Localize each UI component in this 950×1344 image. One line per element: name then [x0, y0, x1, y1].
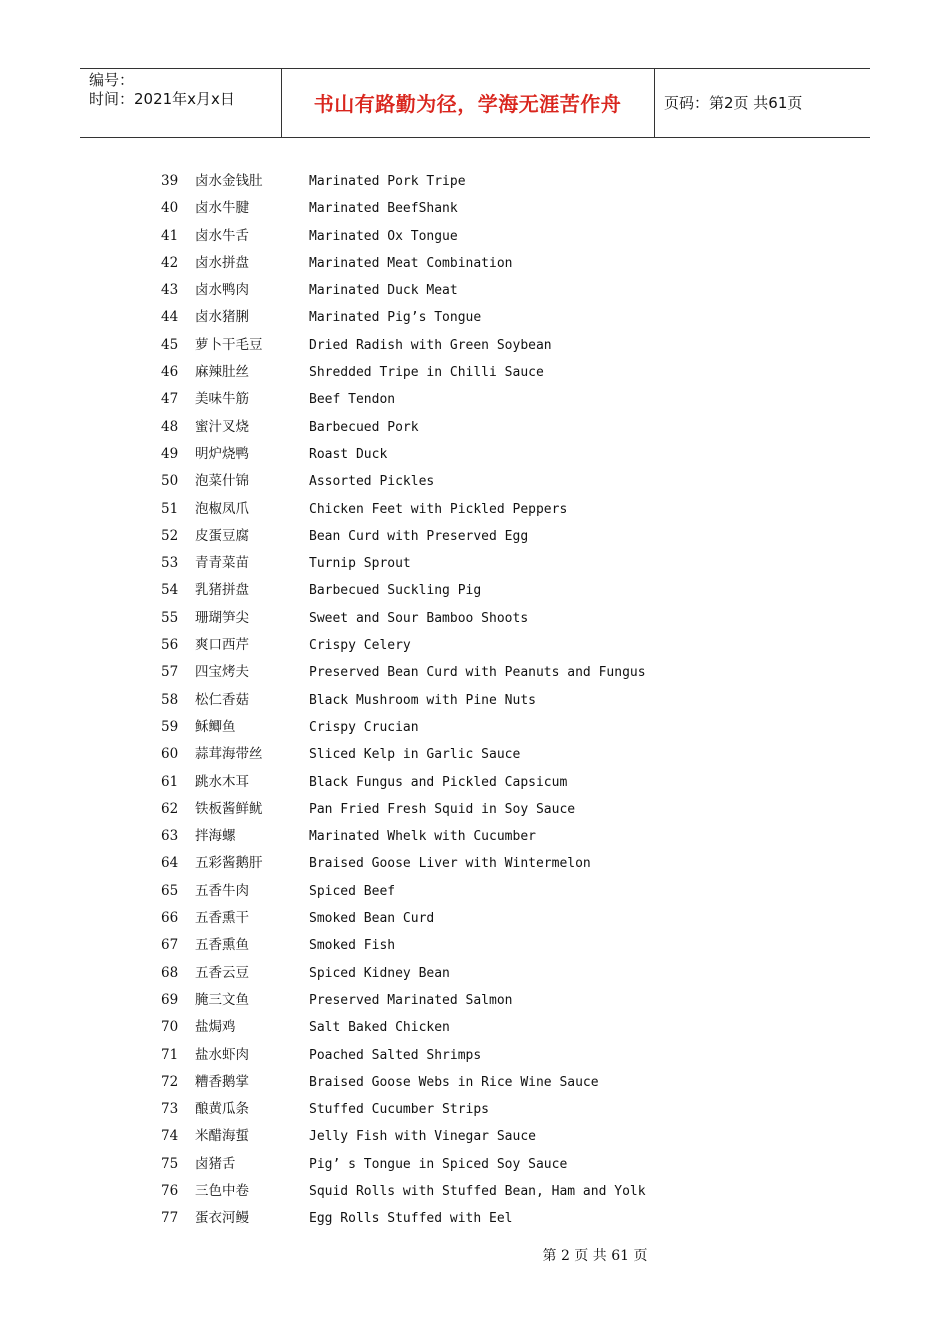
item-number: 52 — [161, 527, 179, 544]
list-item — [0, 250, 950, 277]
item-chinese-name: 蛋衣河鳗 — [195, 1210, 249, 1227]
item-number: 45 — [161, 336, 179, 353]
item-chinese-name: 五香牛肉 — [195, 882, 249, 899]
item-number: 56 — [161, 637, 179, 654]
item-number: 76 — [161, 1182, 179, 1199]
item-number: 62 — [161, 800, 179, 817]
list-item — [0, 1178, 950, 1205]
list-item — [0, 195, 950, 222]
list-item — [0, 932, 950, 959]
item-chinese-name: 蜜汁叉烧 — [195, 418, 249, 435]
item-english-name: Dried Radish with Green Soybean — [309, 337, 552, 353]
item-english-name: Smoked Fish — [309, 938, 396, 954]
list-item — [0, 850, 950, 877]
item-number: 46 — [161, 364, 179, 381]
item-number: 63 — [161, 828, 179, 845]
header-middle-cell — [281, 69, 655, 137]
item-chinese-name: 萝卜干毛豆 — [195, 336, 263, 353]
item-chinese-name: 泡椒凤爪 — [195, 500, 249, 517]
item-chinese-name: 卤水拼盘 — [195, 254, 249, 271]
list-item — [0, 796, 950, 823]
item-english-name: Preserved Marinated Salmon — [309, 992, 513, 1008]
list-item — [0, 741, 950, 768]
item-english-name: Turnip Sprout — [309, 556, 411, 572]
list-item — [0, 223, 950, 250]
item-number: 74 — [161, 1128, 179, 1145]
item-chinese-name: 五香熏鱼 — [195, 937, 249, 954]
page-footer: 第 2 页 共 61 页 — [542, 1248, 648, 1264]
item-number: 53 — [161, 555, 179, 572]
list-item — [0, 523, 950, 550]
item-chinese-name: 五香熏干 — [195, 910, 249, 927]
item-chinese-name: 皮蛋豆腐 — [195, 527, 249, 544]
item-chinese-name: 五彩酱鹅肝 — [195, 855, 263, 872]
item-chinese-name: 酿黄瓜条 — [195, 1101, 249, 1118]
page-header — [80, 68, 870, 138]
item-chinese-name: 四宝烤夫 — [195, 664, 249, 681]
item-number: 50 — [161, 473, 179, 490]
item-number: 44 — [161, 309, 179, 326]
list-item — [0, 905, 950, 932]
item-chinese-name: 三色中卷 — [195, 1182, 249, 1199]
item-english-name: Marinated Pork Tripe — [309, 174, 466, 189]
item-number: 58 — [161, 691, 179, 708]
item-number: 39 — [161, 173, 179, 189]
item-chinese-name: 松仁香菇 — [195, 691, 249, 708]
item-number: 51 — [161, 500, 179, 517]
item-chinese-name: 泡菜什锦 — [195, 473, 249, 490]
list-item — [0, 878, 950, 905]
item-english-name: Preserved Bean Curd with Peanuts and Fungus — [309, 665, 646, 681]
list-item — [0, 960, 950, 987]
list-item — [0, 1151, 950, 1178]
menu-list — [0, 168, 950, 1233]
item-english-name: Black Mushroom with Pine Nuts — [309, 692, 536, 708]
item-english-name: Bean Curd with Preserved Egg — [309, 528, 529, 544]
header-right-cell — [654, 69, 870, 137]
list-item — [0, 632, 950, 659]
item-number: 69 — [161, 991, 179, 1008]
item-english-name: Braised Goose Webs in Rice Wine Sauce — [309, 1074, 599, 1090]
item-number: 41 — [161, 227, 179, 244]
item-number: 68 — [161, 964, 179, 981]
list-item — [0, 605, 950, 632]
list-item — [0, 496, 950, 523]
item-english-name: Beef Tendon — [309, 392, 396, 408]
item-chinese-name: 卤水猪脷 — [195, 309, 249, 326]
list-item — [0, 550, 950, 577]
header-motto: 书山有路勤为径，学海无涯苦作舟 — [313, 92, 622, 116]
item-number: 75 — [161, 1155, 179, 1172]
item-number: 54 — [161, 582, 179, 599]
item-number: 65 — [161, 882, 179, 899]
list-item — [0, 332, 950, 359]
item-english-name: Pan Fried Fresh Squid in Soy Sauce — [309, 801, 576, 817]
item-chinese-name: 糟香鹅掌 — [195, 1073, 249, 1090]
item-number: 49 — [161, 445, 179, 462]
list-item — [0, 1123, 950, 1150]
item-chinese-name: 米醋海蜇 — [195, 1128, 249, 1145]
item-number: 64 — [161, 855, 179, 872]
item-chinese-name: 明炉烧鸭 — [195, 445, 249, 462]
item-english-name: Smoked Bean Curd — [309, 911, 435, 927]
list-item — [0, 1014, 950, 1041]
document-time-label: 时间：2021年x月x日 — [89, 90, 235, 108]
list-item — [0, 277, 950, 304]
item-chinese-name: 青青菜苗 — [195, 555, 249, 572]
item-chinese-name: 拌海螺 — [195, 828, 236, 845]
header-left-cell — [80, 69, 282, 137]
item-number: 60 — [161, 746, 179, 763]
item-english-name: Poached Salted Shrimps — [309, 1047, 482, 1063]
list-item — [0, 304, 950, 331]
item-english-name: Spiced Kidney Bean — [309, 965, 450, 981]
item-english-name: Crispy Celery — [309, 638, 411, 654]
list-item — [0, 468, 950, 495]
item-chinese-name: 卤水金钱肚 — [195, 173, 263, 189]
item-chinese-name: 卤水鸭肉 — [195, 282, 249, 299]
item-chinese-name: 卤水牛腱 — [195, 200, 249, 217]
list-item — [0, 168, 950, 195]
list-item — [0, 414, 950, 441]
item-number: 43 — [161, 282, 179, 299]
item-chinese-name: 麻辣肚丝 — [195, 364, 249, 381]
item-chinese-name: 蒜茸海带丝 — [195, 746, 263, 763]
item-chinese-name: 珊瑚笋尖 — [195, 609, 249, 626]
item-english-name: Marinated Meat Combination — [309, 255, 513, 271]
item-english-name: Pig’ s Tongue in Spiced Soy Sauce — [309, 1156, 568, 1172]
list-item — [0, 577, 950, 604]
list-item — [0, 823, 950, 850]
item-english-name: Chicken Feet with Pickled Peppers — [309, 501, 568, 517]
item-chinese-name: 卤水牛舌 — [195, 227, 249, 244]
item-english-name: Stuffed Cucumber Strips — [309, 1102, 490, 1118]
list-item — [0, 441, 950, 468]
item-number: 70 — [161, 1019, 179, 1036]
item-english-name: Egg Rolls Stuffed with Eel — [309, 1211, 513, 1227]
item-english-name: Braised Goose Liver with Wintermelon — [309, 856, 591, 872]
list-item — [0, 1069, 950, 1096]
item-number: 42 — [161, 254, 179, 271]
item-english-name: Jelly Fish with Vinegar Sauce — [309, 1129, 536, 1145]
item-english-name: Barbecued Suckling Pig — [309, 583, 482, 599]
item-english-name: Sliced Kelp in Garlic Sauce — [309, 747, 521, 763]
item-chinese-name: 腌三文鱼 — [195, 991, 249, 1008]
list-item — [0, 1042, 950, 1069]
list-item — [0, 386, 950, 413]
item-english-name: Marinated Whelk with Cucumber — [309, 829, 536, 845]
item-chinese-name: 铁板酱鲜鱿 — [195, 800, 263, 817]
item-english-name: Assorted Pickles — [309, 474, 435, 490]
item-english-name: Spiced Beef — [309, 883, 396, 899]
item-number: 73 — [161, 1101, 179, 1118]
list-item — [0, 714, 950, 741]
header-page-info: 页码：第2页 共61页 — [664, 94, 803, 112]
list-item — [0, 1205, 950, 1232]
item-number: 71 — [161, 1046, 179, 1063]
item-english-name: Marinated BeefShank — [309, 201, 458, 217]
item-number: 47 — [161, 391, 179, 408]
item-number: 57 — [161, 664, 179, 681]
list-item — [0, 769, 950, 796]
item-number: 55 — [161, 609, 179, 626]
list-item — [0, 359, 950, 386]
item-english-name: Salt Baked Chicken — [309, 1020, 450, 1036]
item-chinese-name: 五香云豆 — [195, 964, 249, 981]
item-english-name: Marinated Duck Meat — [309, 283, 458, 299]
list-item — [0, 987, 950, 1014]
list-item — [0, 687, 950, 714]
item-english-name: Barbecued Pork — [309, 419, 419, 435]
item-number: 72 — [161, 1073, 179, 1090]
item-chinese-name: 跳水木耳 — [195, 773, 249, 790]
item-english-name: Crispy Crucian — [309, 719, 419, 735]
item-number: 77 — [161, 1210, 179, 1227]
item-english-name: Roast Duck — [309, 446, 388, 462]
item-number: 61 — [161, 773, 179, 790]
item-english-name: Black Fungus and Pickled Capsicum — [309, 774, 568, 790]
item-chinese-name: 乳猪拼盘 — [195, 582, 249, 599]
item-number: 67 — [161, 937, 179, 954]
item-english-name: Marinated Pig’s Tongue — [309, 310, 482, 326]
item-number: 66 — [161, 910, 179, 927]
item-english-name: Squid Rolls with Stuffed Bean, Ham and Yolk — [309, 1183, 646, 1199]
item-number: 40 — [161, 200, 179, 217]
item-number: 48 — [161, 418, 179, 435]
item-chinese-name: 美味牛筋 — [195, 391, 249, 408]
list-item — [0, 659, 950, 686]
item-chinese-name: 盐水虾肉 — [195, 1046, 249, 1063]
document-code-label: 编号： — [89, 71, 135, 89]
item-chinese-name: 卤猪舌 — [195, 1155, 236, 1172]
item-english-name: Sweet and Sour Bamboo Shoots — [309, 610, 529, 626]
item-chinese-name: 爽口西芹 — [195, 637, 249, 654]
item-chinese-name: 稣鲫鱼 — [195, 718, 236, 735]
item-chinese-name: 盐焗鸡 — [195, 1019, 236, 1036]
item-english-name: Marinated Ox Tongue — [309, 228, 458, 244]
item-number: 59 — [161, 718, 179, 735]
item-english-name: Shredded Tripe in Chilli Sauce — [309, 365, 544, 381]
list-item — [0, 1096, 950, 1123]
